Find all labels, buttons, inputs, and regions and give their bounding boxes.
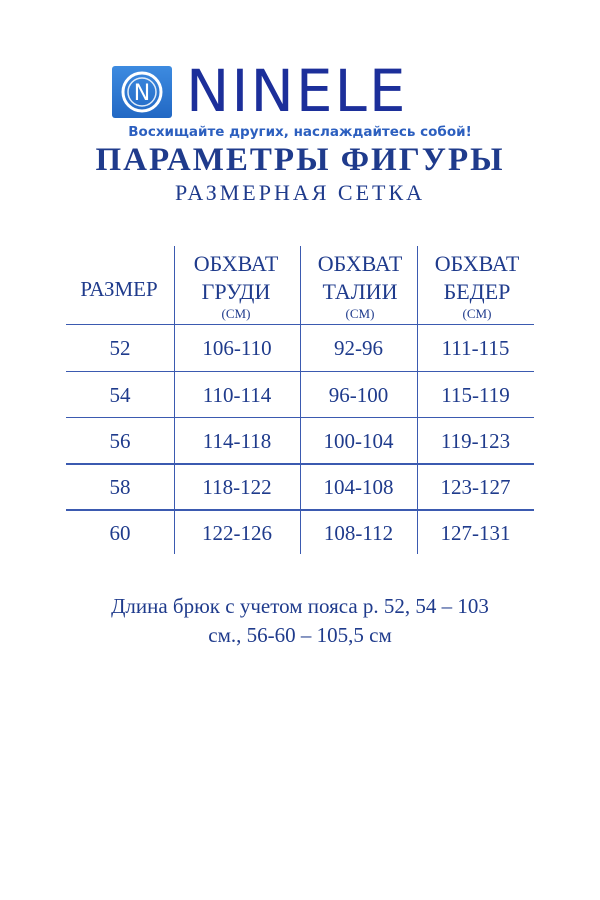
cell-size: 54 xyxy=(109,383,131,407)
logo-badge-icon xyxy=(112,66,172,118)
header-waist-line2: ТАЛИИ xyxy=(322,279,398,304)
cell-size: 58 xyxy=(109,475,131,499)
page-subtitle: РАЗМЕРНАЯ СЕТКА xyxy=(174,180,426,205)
cell-hips: 127-131 xyxy=(440,521,511,545)
cell-hips: 115-119 xyxy=(441,383,510,407)
header-chest-line1: ОБХВАТ xyxy=(193,251,279,276)
brand-tagline: Восхищайте других, наслаждайтесь собой! xyxy=(128,124,472,140)
header-waist xyxy=(301,246,419,326)
header-hips-unit: (СМ) xyxy=(462,306,492,321)
cell-hips: 119-123 xyxy=(440,429,511,453)
cell-waist: 96-100 xyxy=(328,383,389,407)
page-title: ПАРАМЕТРЫ ФИГУРЫ xyxy=(95,142,505,178)
cell-chest: 122-126 xyxy=(202,521,272,545)
cell-hips: 123-127 xyxy=(440,475,511,499)
cell-waist: 108-112 xyxy=(323,521,394,545)
header-chest xyxy=(177,246,295,326)
header-size: РАЗМЕР xyxy=(80,277,158,301)
header-chest-unit: (СМ) xyxy=(221,306,251,321)
brand-logo xyxy=(112,57,502,125)
cell-chest: 118-122 xyxy=(202,475,272,499)
header-waist-unit: (СМ) xyxy=(345,306,375,321)
logo-letter: N xyxy=(133,81,151,106)
header-chest-line2: ГРУДИ xyxy=(201,279,271,304)
cell-waist: 100-104 xyxy=(323,429,394,453)
cell-chest: 110-114 xyxy=(202,383,272,407)
cell-waist: 104-108 xyxy=(323,475,394,499)
header-hips-line2: БЕДЕР xyxy=(443,279,511,304)
cell-size: 52 xyxy=(109,336,131,360)
header-waist-line1: ОБХВАТ xyxy=(317,251,403,276)
cell-chest: 114-118 xyxy=(202,429,272,453)
cell-waist: 92-96 xyxy=(334,336,383,360)
header-hips-line1: ОБХВАТ xyxy=(434,251,520,276)
header-hips xyxy=(418,246,536,326)
cell-size: 56 xyxy=(109,429,131,453)
note-line-1: Длина брюк с учетом пояса р. 52, 54 – 103 xyxy=(111,594,489,618)
brand-name: NINELE xyxy=(186,57,408,125)
cell-chest: 106-110 xyxy=(202,336,272,360)
cell-hips: 111-115 xyxy=(441,336,510,360)
note-line-2: см., 56-60 – 105,5 см xyxy=(208,623,392,647)
cell-size: 60 xyxy=(109,521,131,545)
trouser-length-note xyxy=(0,592,600,650)
